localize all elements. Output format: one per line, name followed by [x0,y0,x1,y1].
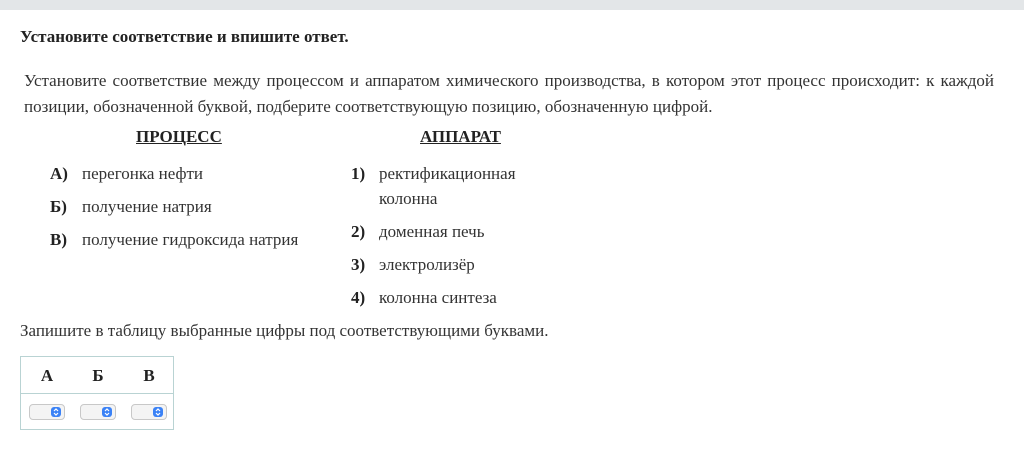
process-item-text: получение гидроксида натрия [82,230,299,249]
apparatus-column-header: АППАРАТ [420,127,501,146]
process-item-b [50,194,330,219]
instruction-text: Запишите в таблицу выбранные цифры под соответствующими буквами. [20,321,549,340]
process-item-v [50,227,340,252]
apparatus-item-key: 4) [351,288,366,307]
apparatus-item-2 [351,219,551,244]
select-arrows-icon [153,407,163,417]
apparatus-item-text: колонна синтеза [379,288,497,307]
apparatus-item-text-line2: колонна [379,189,438,208]
question-text: Установите соответствие между процессом и аппаратом химического производства, в котором этот процесс происходит: к каждой позиции, обозначенной буквой, подберите соответствующую позицию, обозначенную цифрой. [24,71,994,116]
process-item-a [50,161,330,186]
apparatus-item-key: 2) [351,222,366,241]
process-column-header: ПРОЦЕСС [136,127,222,146]
apparatus-item-text-line1: ректификационная [379,164,516,183]
apparatus-item-key: 1) [351,164,366,183]
process-item-key: А) [50,164,68,183]
process-item-text: перегонка нефти [82,164,204,183]
answer-select-v[interactable] [131,404,167,420]
apparatus-item-text: доменная печь [379,222,485,241]
apparatus-item-3 [351,252,551,277]
answer-select-a[interactable] [29,404,65,420]
apparatus-item-text: электролизёр [379,255,475,274]
answer-table-header-row [21,357,173,394]
answer-table [20,356,174,430]
apparatus-item-1 [351,161,551,211]
answer-select-b[interactable] [80,404,116,420]
apparatus-item-key: 3) [351,255,366,274]
process-item-text: получение натрия [82,197,212,216]
answer-header-v: В [143,366,155,385]
process-item-key: Б) [50,197,67,216]
task-heading: Установите соответствие и впишите ответ. [20,27,349,46]
select-arrows-icon [102,407,112,417]
answer-header-a: А [40,366,54,385]
answer-header-b: Б [92,366,104,385]
top-bar [0,0,1024,10]
apparatus-item-4 [351,285,551,310]
select-arrows-icon [51,407,61,417]
process-item-key: В) [50,230,67,249]
